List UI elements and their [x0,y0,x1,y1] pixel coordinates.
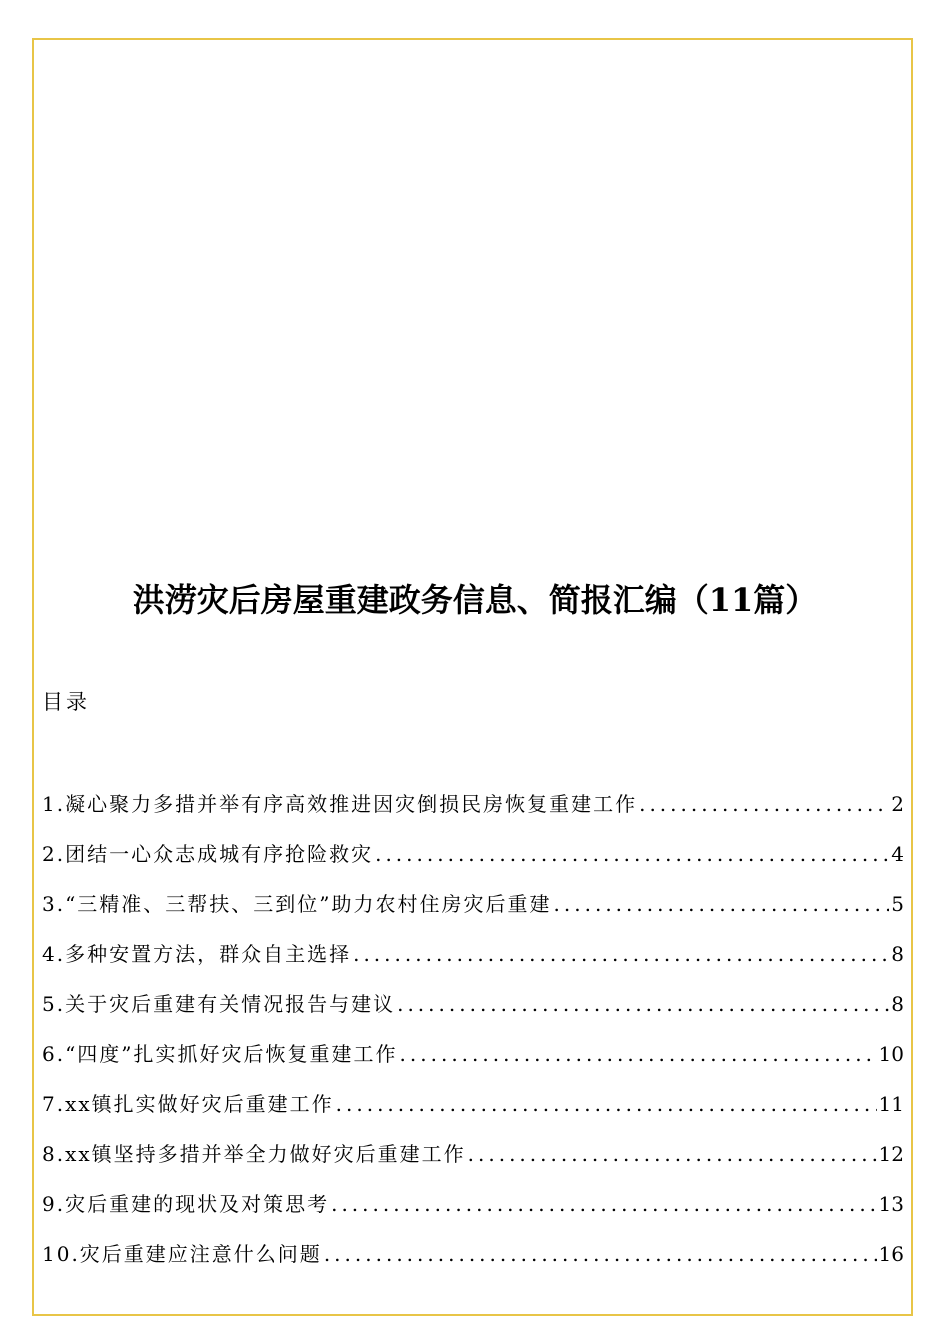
toc-entry-title: 5.关于灾后重建有关情况报告与建议 [42,992,396,1016]
toc-page-number: 5 [891,892,904,916]
toc-page-number: 10 [878,1042,904,1066]
toc-heading: 目录 [42,690,90,714]
document-title: 洪涝灾后房屋重建政务信息、简报汇编（11篇） [132,581,818,619]
toc-entry-8[interactable] [42,1138,904,1188]
toc-entry-2[interactable] [42,838,904,888]
toc-leader-dots [375,842,889,866]
toc-page-number: 8 [891,942,904,966]
toc-entry-1[interactable] [42,788,904,838]
toc-leader-dots [554,892,890,916]
toc-entry-title: 4.多种安置方法，群众自主选择 [42,942,352,966]
toc-entry-title: 1.凝心聚力多措并举有序高效推进因灾倒损民房恢复重建工作 [42,792,638,816]
toc-entry-title: 7.xx镇扎实做好灾后重建工作 [42,1092,334,1116]
toc-entry-9[interactable] [42,1188,904,1238]
toc-leader-dots [639,792,889,816]
toc-leader-dots [468,1142,877,1166]
toc-entry-title: 2.团结一心众志成城有序抢险救灾 [42,842,374,866]
toc-leader-dots [353,942,889,966]
toc-page-number: 12 [878,1142,904,1166]
toc-page-number: 11 [878,1092,904,1116]
toc-page-number: 13 [878,1192,904,1216]
toc-page-number: 8 [891,992,904,1016]
toc-entry-7[interactable] [42,1088,904,1138]
toc-entry-title: 6.“四度”扎实抓好灾后恢复重建工作 [42,1042,398,1066]
toc-entry-3[interactable] [42,888,904,938]
toc-leader-dots [331,1192,876,1216]
toc-leader-dots [336,1092,877,1116]
toc-leader-dots [324,1242,877,1266]
toc-entry-4[interactable] [42,938,904,988]
toc-leader-dots [400,1042,877,1066]
toc-page-number: 16 [878,1242,904,1266]
toc-entry-10[interactable] [42,1238,904,1288]
toc-entry-title: 9.灾后重建的现状及对策思考 [42,1192,330,1216]
toc-page-number: 2 [891,792,904,816]
toc-page-number: 4 [891,842,904,866]
table-of-contents [42,788,904,1288]
toc-entry-title: 10.灾后重建应注意什么问题 [42,1242,322,1266]
toc-entry-5[interactable] [42,988,904,1038]
toc-entry-6[interactable] [42,1038,904,1088]
toc-leader-dots [397,992,889,1016]
toc-entry-title: 3.“三精准、三帮扶、三到位”助力农村住房灾后重建 [42,892,552,916]
toc-entry-title: 8.xx镇坚持多措并举全力做好灾后重建工作 [42,1142,466,1166]
